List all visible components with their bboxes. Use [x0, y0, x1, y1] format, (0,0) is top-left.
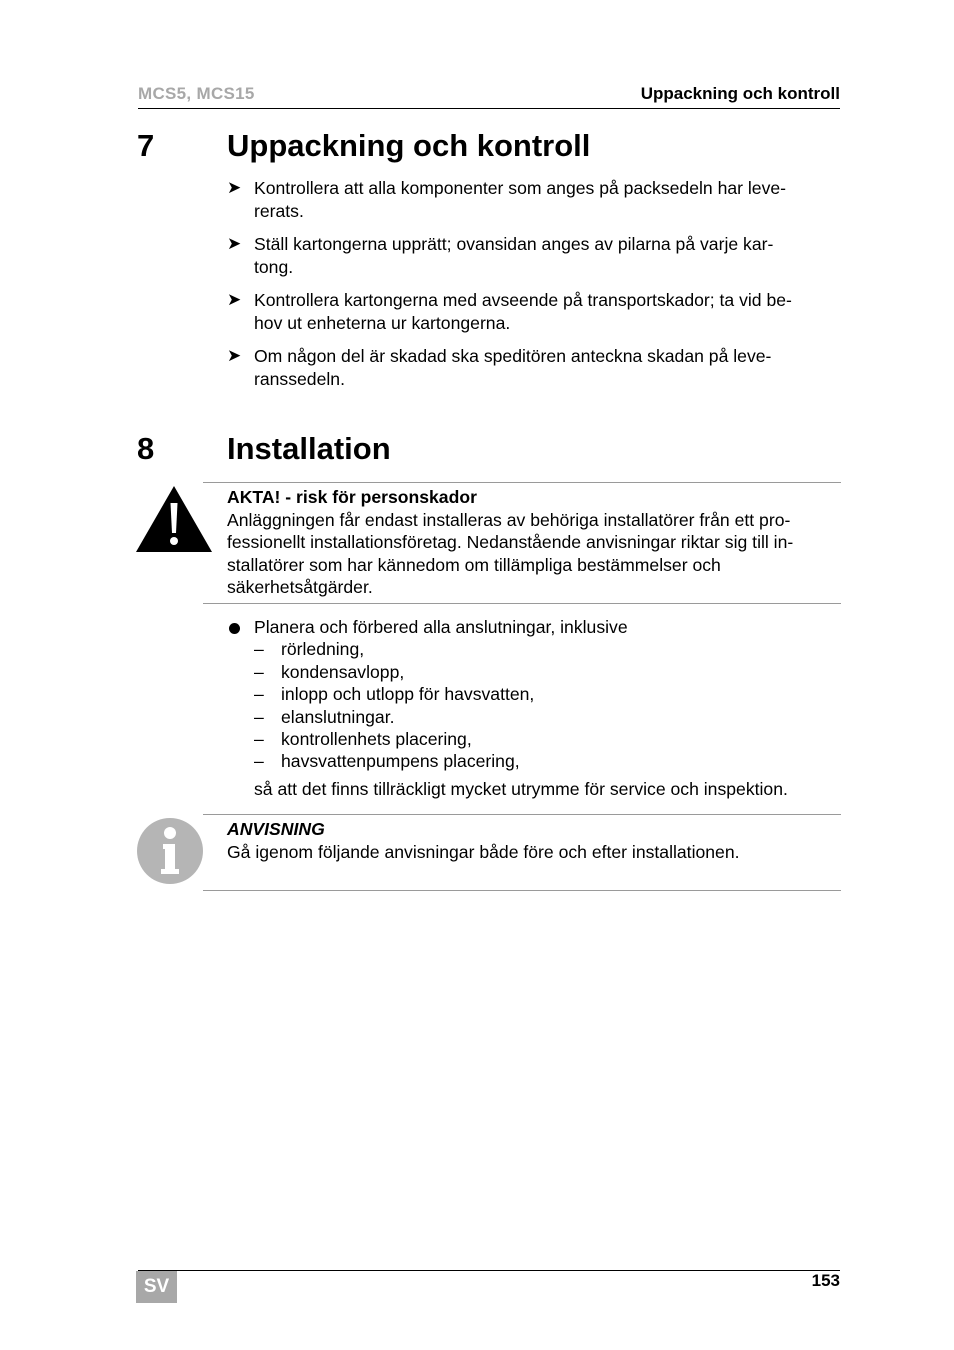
note-top-rule	[203, 814, 841, 815]
sub-item	[254, 638, 364, 660]
sub-item	[254, 706, 394, 728]
step-2	[227, 233, 841, 278]
dash-marker: –	[254, 751, 264, 771]
section-8-number: 8	[137, 431, 155, 466]
dash-marker: –	[254, 684, 264, 704]
bullet-text: Planera och förbered alla anslutningar, inklusive	[254, 617, 628, 637]
dash-marker: –	[254, 707, 264, 727]
warning-line: Anläggningen får endast installeras av behöriga installatörer från ett pro-	[227, 509, 791, 530]
step-text: hov ut enheterna ur kartongerna.	[254, 312, 511, 333]
header-divider	[138, 108, 840, 109]
warning-line: stallatörer som har kännedom om tillämpliga bestämmelser och	[227, 554, 721, 575]
page-number: 153	[811, 1271, 840, 1290]
warning-top-rule	[203, 482, 841, 483]
dash-marker: –	[254, 639, 264, 659]
arrow-icon: ➤	[227, 290, 242, 309]
step-1	[227, 177, 841, 222]
sub-item-text: kontrollenhets placering,	[281, 729, 472, 749]
arrow-icon: ➤	[227, 178, 242, 197]
step-text: Ställ kartongerna upprätt; ovansidan anges av pilarna på varje kar-	[254, 234, 774, 254]
sub-item-text: rörledning,	[281, 639, 365, 659]
note-bottom-rule	[203, 890, 841, 891]
sub-item	[254, 750, 520, 772]
step-4	[227, 345, 841, 390]
bullet-item	[227, 616, 841, 639]
footer-divider	[138, 1270, 840, 1271]
sub-item	[254, 661, 404, 683]
step-text: ranssedeln.	[254, 368, 345, 389]
arrow-icon: ➤	[227, 346, 242, 365]
sub-item-text: kondensavlopp,	[281, 662, 405, 682]
step-text: tong.	[254, 256, 294, 277]
bullet-closing-text: så att det finns tillräckligt mycket utrymme för service och inspektion.	[254, 779, 788, 799]
step-text: Om någon del är skadad ska speditören anteckna skadan på leve-	[254, 346, 772, 366]
note-content	[227, 818, 841, 863]
sub-item	[254, 728, 472, 750]
warning-line: säkerhetsåtgärder.	[227, 577, 373, 598]
sub-item-text: havsvattenpumpens placering,	[281, 751, 520, 771]
section-7-title: Uppackning och kontroll	[227, 128, 591, 163]
step-3	[227, 289, 841, 334]
step-text: Kontrollera kartongerna med avseende på transportskador; ta vid be-	[254, 290, 792, 310]
warning-content	[227, 486, 841, 599]
sub-item-text: elanslutningar.	[281, 707, 395, 727]
dash-marker: –	[254, 662, 264, 682]
warning-title: AKTA! - risk för personskador	[227, 487, 477, 507]
dash-marker: –	[254, 729, 264, 749]
arrow-icon: ➤	[227, 234, 242, 253]
warning-line: fessionellt installationsföretag. Nedanstående anvisningar riktar sig till in-	[227, 532, 794, 553]
bullet-dot-icon	[229, 623, 240, 634]
warning-bottom-rule	[203, 603, 841, 604]
language-badge: SV	[136, 1271, 177, 1303]
note-title: ANVISNING	[227, 819, 325, 839]
info-icon	[136, 817, 204, 885]
note-text: Gå igenom följande anvisningar både före och efter installationen.	[227, 841, 740, 862]
header-model: MCS5, MCS15	[138, 84, 255, 103]
step-text: rerats.	[254, 200, 304, 221]
step-text: Kontrollera att alla komponenter som anges på packsedeln har leve-	[254, 178, 787, 198]
warning-triangle-icon	[136, 486, 212, 552]
section-8-title: Installation	[227, 431, 391, 466]
section-7-number: 7	[137, 128, 155, 163]
sub-item-text: inlopp och utlopp för havsvatten,	[281, 684, 535, 704]
header-section-title: Uppackning och kontroll	[640, 84, 840, 103]
sub-item	[254, 683, 534, 705]
